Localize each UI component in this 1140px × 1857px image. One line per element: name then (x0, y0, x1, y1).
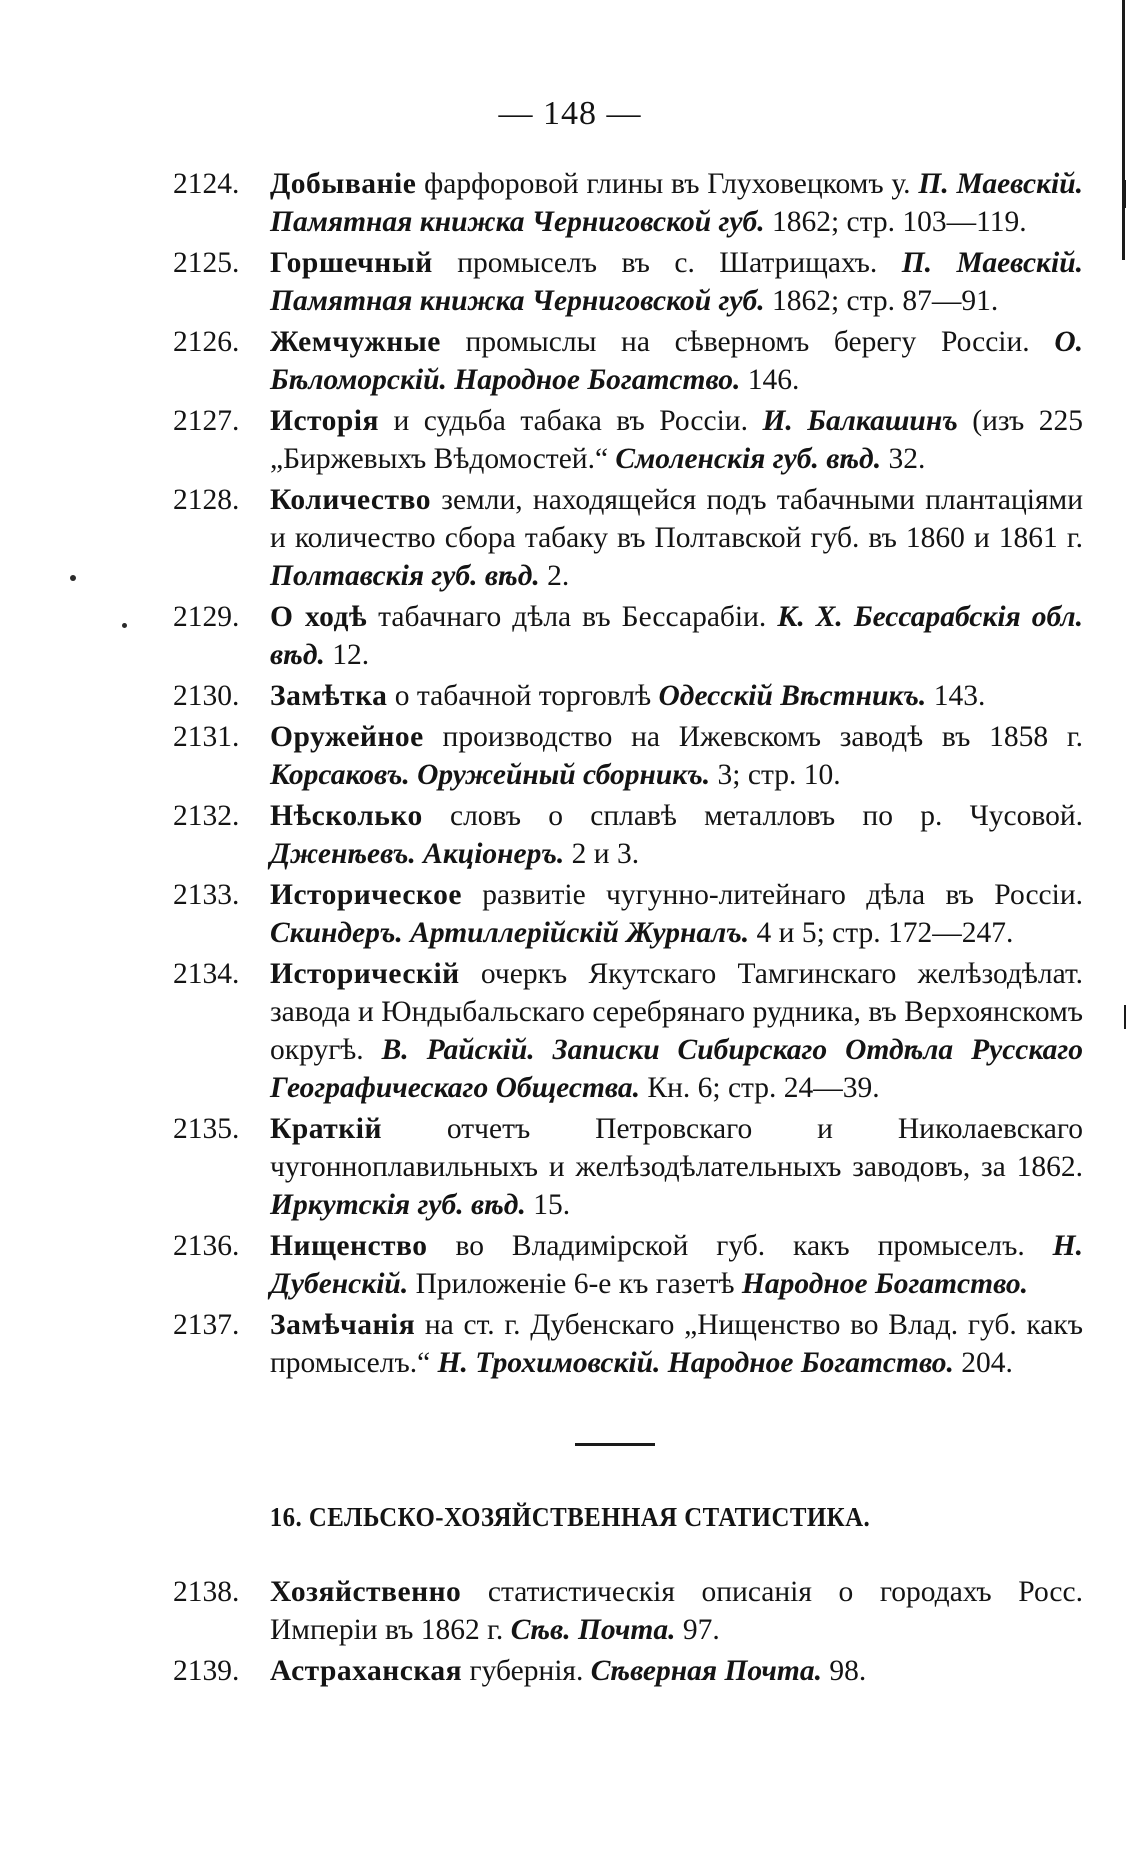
entry-text: отчетъ Петровскаго и Николаевскаго чугоннoплавильныхъ и желѣзодѣлательныхъ заводовъ, за 1862. (270, 1113, 1083, 1183)
entry-number: 2127. (173, 405, 240, 437)
entry-heading: Оружейное (270, 721, 424, 753)
entry-text: словъ о сплавѣ металловъ по р. Чусовой. (422, 800, 1083, 832)
entry-source: О. Бѣломорскій. Народное Богатство. (270, 326, 1083, 396)
speck (122, 623, 127, 628)
page-number: — 148 — (498, 95, 642, 132)
section-divider (575, 1443, 655, 1446)
entry-source: Одесскій Вѣстникъ. (658, 680, 927, 712)
entry-heading: О ходѣ (270, 601, 368, 633)
bibliography-entry (173, 165, 1083, 241)
entry-source: П. Маевскій. Памятная книжка Черниговской губ. (270, 247, 1083, 317)
bibliography-entry (173, 598, 1083, 674)
entry-text: 15. (525, 1189, 571, 1221)
entry-heading: Нищенство (270, 1230, 428, 1262)
entry-text: очеркъ Якутскаго Тамгинскаго желѣзодѣлат. завода и Юндыбальскаго серебрянаго рудника, въ Верхоянскомъ округѣ. (270, 958, 1083, 1066)
bibliography-entry (173, 244, 1083, 320)
entry-source: Смоленскія губ. вѣд. (615, 443, 882, 475)
speck (70, 575, 76, 581)
entry-source: Н. Трохимовскій. Народное Богатство. (437, 1347, 954, 1379)
bibliography-entry (173, 1652, 1083, 1690)
entry-heading: Нѣсколько (270, 800, 423, 832)
entry-source: П. Маевскій. Памятная книжка Черниговской губ. (270, 168, 1083, 238)
entry-source: Сѣв. Почта. (510, 1614, 676, 1646)
entry-text: (изъ 225 „Биржевыхъ Вѣдомостей.“ (270, 405, 1083, 475)
entry-text: 2 и 3. (564, 838, 640, 870)
entry-text: 1862; стр. 87—91. (764, 285, 999, 317)
entry-heading: Горшечный (270, 247, 433, 279)
entry-text: 12. (324, 639, 370, 671)
bibliography-entry (173, 718, 1083, 794)
entry-source: Н. Дубенскій. (270, 1230, 1083, 1300)
page-edge-mark (1124, 180, 1126, 208)
entry-text: 4 и 5; стр. 172—247. (749, 917, 1014, 949)
entry-text: развитіе чугунно-литейнаго дѣла въ Россіи. (461, 879, 1083, 911)
entry-number: 2125. (173, 247, 240, 279)
entry-text: о табачной торговлѣ (387, 680, 659, 712)
entry-number: 2131. (173, 721, 240, 753)
entry-heading: Замѣчанія (270, 1309, 416, 1341)
entry-number: 2129. (173, 601, 240, 633)
entry-text: 1862; стр. 103—119. (764, 206, 1027, 238)
bibliography-entry (173, 1573, 1083, 1649)
entry-heading: Замѣтка (270, 680, 388, 712)
section-title: 16. СЕЛЬСКО-ХОЗЯЙСТВЕННАЯ СТАТИСТИКА. (269, 1502, 871, 1532)
entry-source: К. Х. Бессарабскія обл. вѣд. (270, 601, 1083, 671)
entry-source: Народное Богатство. (741, 1268, 1028, 1300)
entry-text: фарфоровой глины въ Глуховецкомъ у. (416, 168, 919, 200)
bibliography-entry (173, 1227, 1083, 1303)
entry-number: 2124. (173, 168, 240, 200)
entry-text: Приложеніе 6-е къ газетѣ (408, 1268, 742, 1300)
entry-list-section-16 (173, 1573, 1083, 1693)
entry-heading: Историческій (270, 958, 460, 990)
page-edge-mark (1124, 1005, 1126, 1029)
bibliography-entry (173, 955, 1083, 1107)
entry-heading: Историческое (270, 879, 462, 911)
entry-text: производство на Ижевскомъ заводѣ въ 1858 г. (423, 721, 1083, 753)
entry-heading: Краткій (270, 1113, 382, 1145)
entry-text: земли, находящейся подъ табачными плантаціями и количество сбора табаку въ Полтавской губ. въ 1860 и 1861 г. (270, 484, 1083, 554)
entry-text: 32. (881, 443, 926, 475)
entry-source: Иркутскія губ. вѣд. (270, 1189, 526, 1221)
bibliography-entry (173, 797, 1083, 873)
bibliography-entry (173, 876, 1083, 952)
entry-number: 2135. (173, 1113, 240, 1145)
bibliography-entry (173, 323, 1083, 399)
bibliography-entry (173, 402, 1083, 478)
bibliography-entry (173, 1110, 1083, 1224)
bibliography-entry (173, 677, 1083, 715)
entry-text: 2. (539, 560, 570, 592)
entry-source: И. Балкашинъ (762, 405, 958, 437)
entry-text: промыселъ въ с. Шатрищахъ. (432, 247, 902, 279)
entry-source: Сѣверная Почта. (590, 1655, 822, 1687)
entry-number: 2132. (173, 800, 240, 832)
entry-source: Полтавскія губ. вѣд. (270, 560, 540, 592)
entry-text: промыслы на сѣверномъ берегу Россіи. (440, 326, 1055, 358)
entry-text: 3; стр. 10. (710, 759, 841, 791)
entry-list (173, 165, 1083, 1385)
entry-number: 2134. (173, 958, 240, 990)
entry-heading: Добываніе (270, 168, 417, 200)
entry-number: 2137. (173, 1309, 240, 1341)
entry-number: 2128. (173, 484, 240, 516)
entry-text: 98. (821, 1655, 867, 1687)
entry-text: 97. (675, 1614, 720, 1646)
entry-source: Скиндеръ. Артиллерійскій Журналъ. (270, 917, 750, 949)
entry-source: Дженѣевъ. Акціонеръ. (270, 838, 565, 870)
entry-heading: Количество (270, 484, 431, 516)
bibliography-entry (173, 1306, 1083, 1382)
entry-text: статистическія описанія о городахъ Росс. Имперіи въ 1862 г. (270, 1576, 1083, 1646)
entry-text: и судьба табака въ Россіи. (378, 405, 763, 437)
bibliography-entry (173, 481, 1083, 595)
entry-heading: Хозяйственно (270, 1576, 462, 1608)
entry-number: 2126. (173, 326, 240, 358)
entry-number: 2130. (173, 680, 240, 712)
entry-source: Корсаковъ. Оружейный сборникъ. (270, 759, 711, 791)
entry-source: В. Райскій. Записки Сибирскаго Отдѣла Русскаго Географическаго Общества. (270, 1034, 1083, 1104)
entry-number: 2138. (173, 1576, 240, 1608)
entry-heading: Жемчужные (270, 326, 441, 358)
entry-text: табачнаго дѣла въ Бессарабіи. (367, 601, 778, 633)
entry-text: во Владимірской губ. какъ промыселъ. (427, 1230, 1053, 1262)
entry-number: 2136. (173, 1230, 240, 1262)
entry-text: губернія. (462, 1655, 591, 1687)
entry-text: Кн. 6; стр. 24—39. (640, 1072, 880, 1104)
entry-heading: Астраханская (270, 1655, 463, 1687)
entry-text: 146. (740, 364, 800, 396)
entry-number: 2139. (173, 1655, 240, 1687)
entry-heading: Исторія (270, 405, 379, 437)
entry-text: 143. (926, 680, 986, 712)
entry-text: 204. (953, 1347, 1013, 1379)
entry-number: 2133. (173, 879, 240, 911)
entry-text: на ст. г. Дубенскаго „Нищенство во Влад. губ. какъ промыселъ.“ (270, 1309, 1083, 1379)
